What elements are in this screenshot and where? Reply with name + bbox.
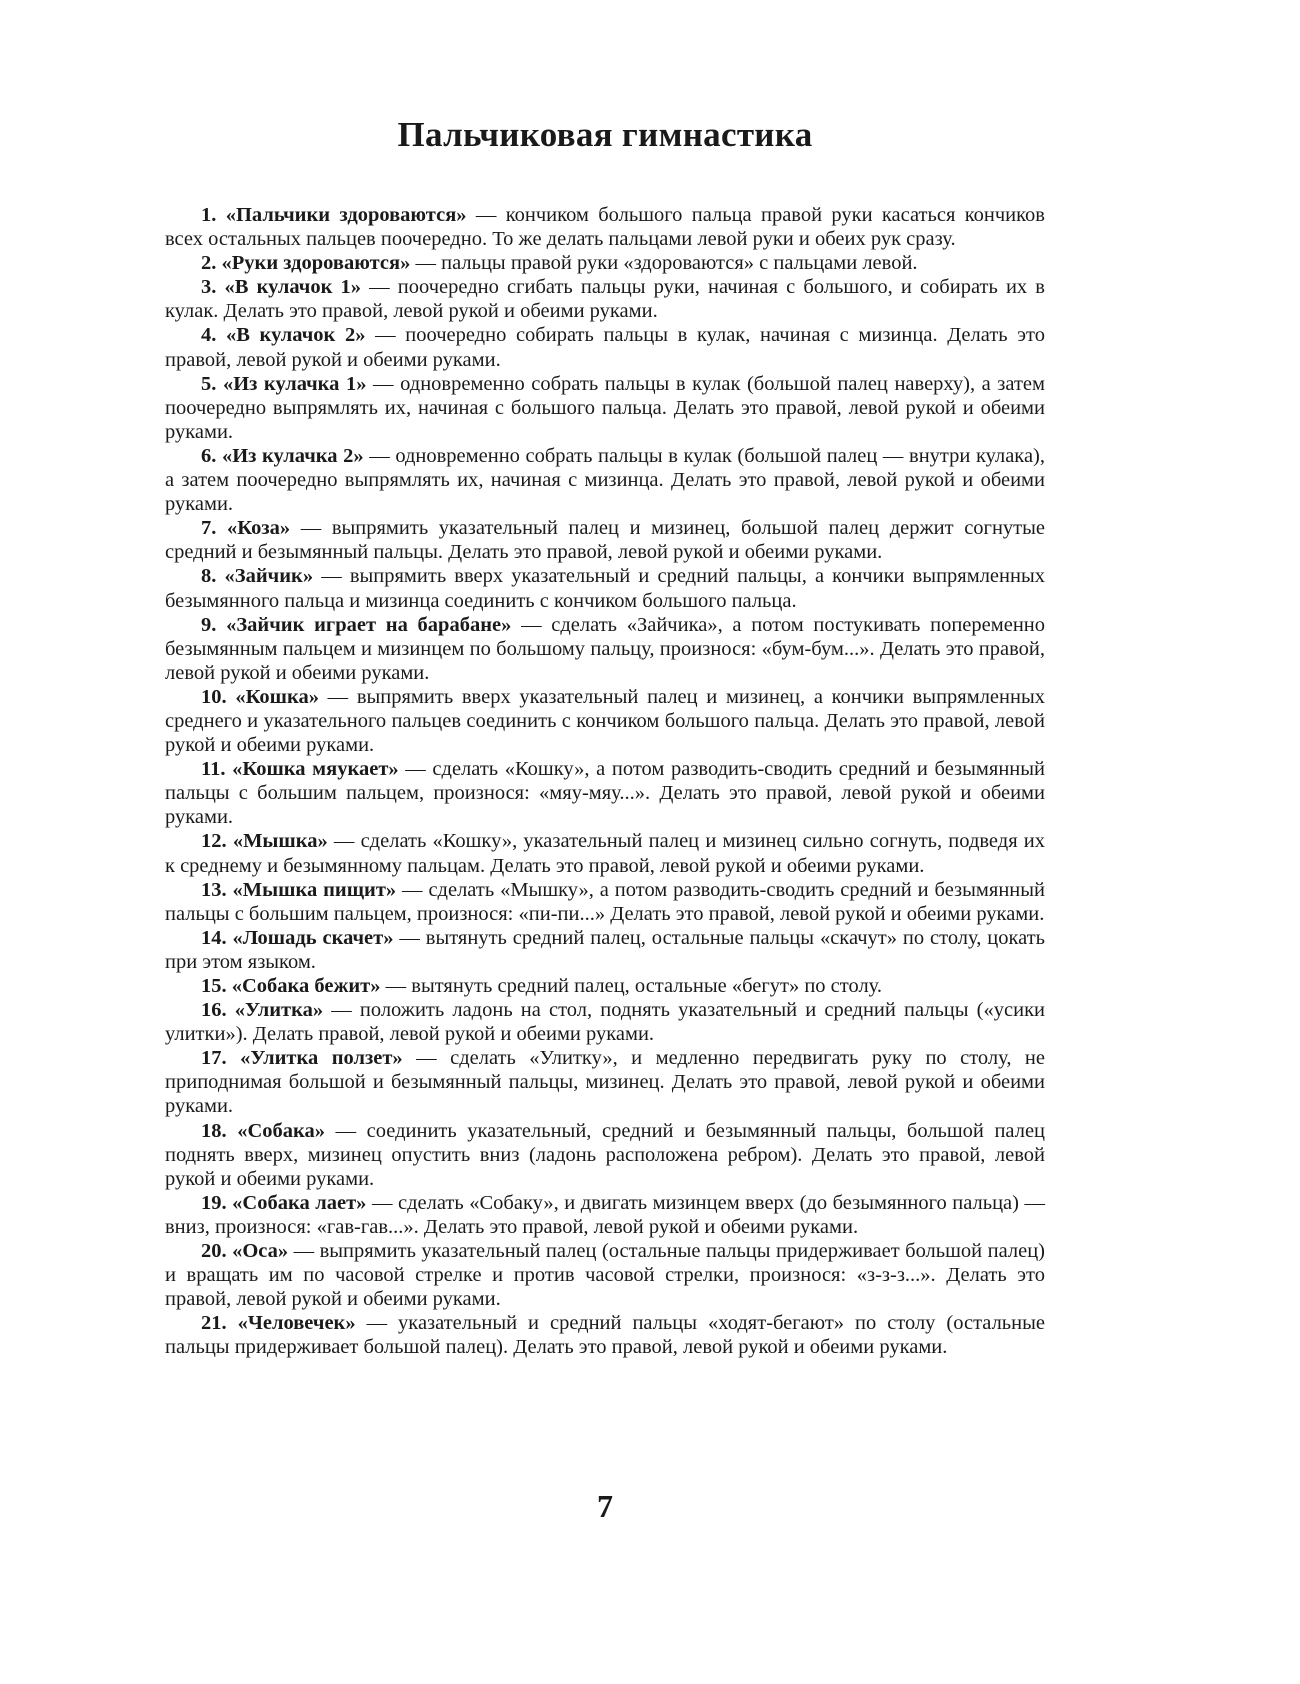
exercise-number: 13. bbox=[201, 878, 227, 901]
exercise-description: — сделать «Улитку», и медленно передвигать руку по столу, не приподнимая большой и безымянный пальцы, мизинец. Делать это правой, левой рукой и обеими руками. bbox=[165, 1047, 1046, 1118]
exercise-name: «В кулачок 2» bbox=[226, 324, 366, 347]
exercise-item bbox=[165, 1119, 1045, 1191]
exercise-description: — сделать «Кошку», а потом разводить-сводить средний и безымянный пальцы с большим пальцем, произнося: «мяу-мяу...». Делать это правой, левой рукой и обеими руками. bbox=[165, 758, 1045, 829]
exercise-name: «Зайчик играет на барабане» bbox=[226, 613, 512, 636]
exercise-list bbox=[165, 203, 1045, 1360]
exercise-name: «В кулачок 1» bbox=[224, 276, 362, 299]
exercise-title bbox=[201, 445, 364, 467]
exercise-description: — положить ладонь на стол, поднять указательный и средний пальцы («усики улитки»). Делать правой, левой рукой и обеими руками. bbox=[165, 999, 1045, 1046]
exercise-item bbox=[165, 564, 1045, 612]
exercise-number: 7. bbox=[201, 517, 217, 540]
exercise-name: «Мышка» bbox=[232, 830, 328, 853]
exercise-item bbox=[165, 926, 1045, 974]
exercise-title bbox=[201, 1312, 356, 1334]
exercise-name: «Кошка» bbox=[235, 685, 319, 708]
exercise-number: 12. bbox=[201, 830, 227, 853]
exercise-name: «Кошка мяукает» bbox=[232, 758, 399, 781]
exercise-name: «Оса» bbox=[232, 1240, 289, 1263]
exercise-description: — поочередно собирать пальцы в кулак, начиная с мизинца. Делать это правой, левой рукой и обеими руками. bbox=[165, 324, 1045, 371]
exercise-number: 9. bbox=[201, 613, 217, 636]
exercise-number: 14. bbox=[201, 926, 227, 949]
exercise-number: 18. bbox=[201, 1119, 227, 1142]
exercise-item bbox=[165, 444, 1045, 516]
exercise-item bbox=[165, 203, 1045, 251]
exercise-description: — выпрямить указательный палец (остальные пальцы придерживает большой палец) и вращать им по часовой стрелке и против часовой стрелки, произнося: «з-з-з...». Делать это правой, левой рукой и обеими руками. bbox=[165, 1240, 1045, 1311]
exercise-name: «Мышка пищит» bbox=[232, 878, 397, 901]
exercise-name: «Коза» bbox=[227, 517, 291, 540]
exercise-number: 15. bbox=[201, 975, 227, 997]
exercise-item bbox=[165, 1311, 1045, 1359]
page-number: 7 bbox=[597, 1488, 613, 1524]
exercise-number: 16. bbox=[201, 999, 227, 1022]
exercise-title bbox=[201, 758, 399, 780]
exercise-number: 19. bbox=[201, 1191, 227, 1214]
exercise-title bbox=[201, 975, 381, 997]
exercise-title bbox=[201, 1047, 403, 1069]
exercise-item bbox=[165, 1239, 1045, 1311]
exercise-title bbox=[201, 999, 323, 1021]
exercise-item bbox=[165, 372, 1045, 444]
exercise-name: «Из кулачка 2» bbox=[221, 444, 364, 467]
exercise-title bbox=[201, 1192, 366, 1214]
exercise-title bbox=[201, 565, 313, 587]
exercise-description: — вытянуть средний палец, остальные пальцы «скачут» по столу, цокать при этом языком. bbox=[165, 926, 1046, 973]
exercise-title bbox=[201, 252, 410, 274]
exercise-number: 1. bbox=[201, 204, 217, 226]
exercise-item bbox=[165, 998, 1045, 1046]
exercise-number: 20. bbox=[201, 1240, 227, 1263]
exercise-name: «Пальчики здороваются» bbox=[225, 204, 467, 226]
exercise-item bbox=[165, 829, 1045, 877]
exercise-description: — вытянуть средний палец, остальные «бегут» по столу. bbox=[380, 975, 882, 997]
exercise-name: «Лошадь скачет» bbox=[232, 926, 394, 949]
exercise-title bbox=[201, 927, 393, 949]
exercise-number: 17. bbox=[201, 1047, 227, 1070]
exercise-title bbox=[201, 373, 367, 395]
exercise-name: «Улитка» bbox=[234, 999, 324, 1022]
exercise-name: «Собака» bbox=[237, 1119, 326, 1142]
exercise-name: «Улитка ползет» bbox=[240, 1047, 403, 1070]
exercise-item bbox=[165, 275, 1045, 323]
exercise-item bbox=[165, 757, 1045, 829]
exercise-description: — выпрямить вверх указательный и средний пальцы, а кончики выпрямленных безымянного пальца и мизинца соединить с кончиком большого пальца. bbox=[165, 565, 1046, 612]
exercise-description: — сделать «Мышку», а потом разводить-сводить средний и безымянный пальцы с большим пальцем, произнося: «пи-пи...» Делать это правой, левой рукой и обеими руками. bbox=[165, 878, 1046, 925]
exercise-number: 4. bbox=[201, 324, 217, 347]
exercise-description: — поочередно сгибать пальцы руки, начиная с большого, и собирать их в кулак. Делать это правой, левой рукой и обеими руками. bbox=[165, 276, 1045, 323]
exercise-number: 8. bbox=[201, 565, 217, 588]
exercise-number: 3. bbox=[201, 276, 217, 299]
exercise-name: «Руки здороваются» bbox=[221, 252, 411, 275]
exercise-title bbox=[201, 614, 511, 636]
exercise-description: — соединить указательный, средний и безымянный пальцы, большой палец поднять вверх, мизинец опустить вниз (ладонь расположена ребром). Делать это правой, левой рукой и обеими руками. bbox=[165, 1119, 1046, 1190]
exercise-item bbox=[165, 516, 1045, 564]
exercise-title bbox=[201, 879, 396, 901]
exercise-title bbox=[201, 324, 366, 346]
exercise-title bbox=[201, 830, 328, 852]
exercise-title bbox=[201, 686, 319, 708]
exercise-description: — сделать «Собаку», и двигать мизинцем вверх (до безымянного пальца) — вниз, произнося: «гав-гав...». Делать это правой, левой рукой и обеими руками. bbox=[165, 1191, 1046, 1238]
exercise-title bbox=[201, 204, 467, 226]
exercise-description: — пальцы правой руки «здороваются» с пальцами левой. bbox=[410, 252, 918, 275]
exercise-name: «Собака лает» bbox=[232, 1191, 367, 1214]
exercise-name: «Человечек» bbox=[237, 1312, 356, 1335]
exercise-item bbox=[165, 613, 1045, 685]
exercise-item bbox=[165, 685, 1045, 757]
exercise-number: 6. bbox=[201, 444, 217, 467]
exercise-item bbox=[165, 251, 1045, 275]
exercise-description: — сделать «Кошку», указательный палец и мизинец сильно согнуть, подведя их к среднему и безымянному пальцам. Делать это правой, левой рукой и обеими руками. bbox=[165, 830, 1046, 877]
exercise-description: — одновременно собрать пальцы в кулак (большой палец — внутри кулака), а затем поочередно выпрямлять их, начиная с мизинца. Делать это правой, левой рукой и обеими руками. bbox=[165, 444, 1046, 516]
exercise-title bbox=[201, 517, 290, 539]
page-title: Пальчиковая гимнастика bbox=[397, 115, 813, 155]
exercise-number: 2. bbox=[201, 252, 217, 275]
exercise-description: — выпрямить указательный палец и мизинец, большой палец держит согнутые средний и безымянный пальцы. Делать это правой, левой рукой и обеими руками. bbox=[165, 517, 1046, 564]
exercise-number: 11. bbox=[201, 758, 226, 781]
exercise-item bbox=[165, 1191, 1045, 1239]
exercise-description: — указательный и средний пальцы «ходят-бегают» по столу (остальные пальцы придерживает большой палец). Делать это правой, левой рукой и обеими руками. bbox=[165, 1312, 1046, 1359]
exercise-number: 5. bbox=[201, 372, 217, 395]
exercise-description: — сделать «Зайчика», а потом постукивать попеременно безымянным пальцем и мизинцем по большому пальцу, произнося: «бум-бум...». Делать это правой, левой рукой и обеими руками. bbox=[165, 613, 1046, 684]
exercise-description: — одновременно собрать пальцы в кулак (большой палец наверху), а затем поочередно выпрямлять их, начиная с большого пальца. Делать это правой, левой рукой и обеими руками. bbox=[165, 372, 1046, 443]
exercise-title bbox=[201, 276, 361, 298]
exercise-name: «Зайчик» bbox=[224, 565, 314, 588]
exercise-item bbox=[165, 323, 1045, 371]
exercise-item bbox=[165, 974, 1045, 998]
exercise-description: — кончиком большого пальца правой руки касаться кончиков всех остальных пальцев поочередно. То же делать пальцами левой руки и обеих рук сразу. bbox=[165, 204, 1045, 251]
exercise-title bbox=[201, 1240, 288, 1262]
exercise-name: «Собака бежит» bbox=[231, 975, 381, 997]
exercise-description: — выпрямить вверх указательный палец и мизинец, а кончики выпрямленных среднего и указательного пальцев соединить с кончиком большого пальца. Делать это правой, левой рукой и обеими руками. bbox=[165, 685, 1045, 757]
exercise-title bbox=[201, 1120, 325, 1142]
exercise-name: «Из кулачка 1» bbox=[222, 372, 367, 395]
exercise-item bbox=[165, 878, 1045, 926]
exercise-number: 21. bbox=[201, 1312, 227, 1335]
exercise-number: 10. bbox=[201, 685, 227, 708]
exercise-item bbox=[165, 1046, 1045, 1118]
